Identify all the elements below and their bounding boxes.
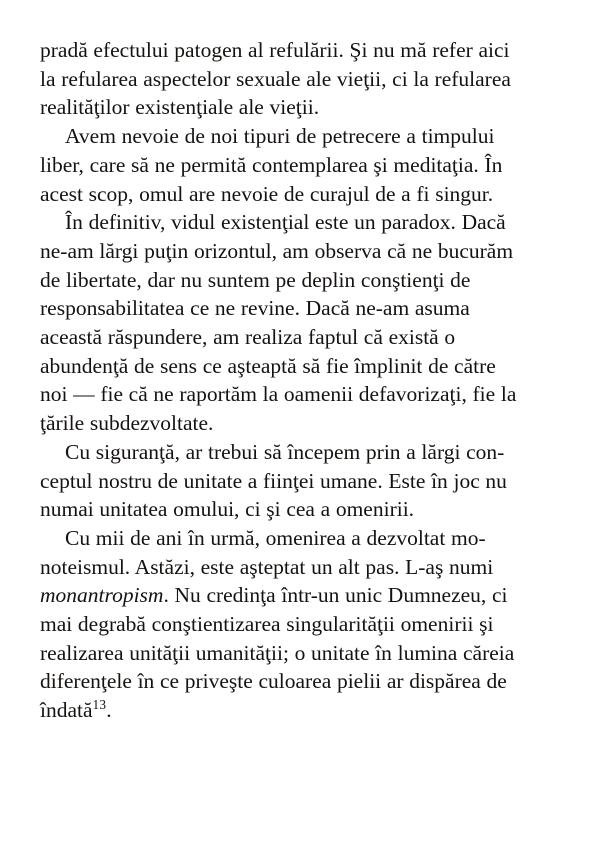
text-line: ne-am lărgi puţin orizontul, am observa că ne bucurăm — [40, 238, 514, 263]
text-line: În definitiv, vidul existenţial este un paradox. Dacă — [65, 210, 506, 235]
text-line: pradă efectului patogen al refulării. Şi nu mă refer aici — [40, 38, 510, 62]
text-line: ceptul nostru de unitate a fiinţei umane. Este în joc nu — [40, 468, 507, 493]
text-line: acest scop, omul are nevoie de curajul de a fi singur. — [40, 181, 494, 206]
text-line: Avem nevoie de noi tipuri de petrecere a timpului — [65, 124, 495, 149]
text-line: de libertate, dar nu suntem pe deplin conştienţi de — [40, 267, 471, 292]
text-line: noteismul. Astăzi, este aşteptat un alt pas. L-aş numi — [40, 554, 494, 579]
sentence-period: . — [106, 698, 112, 723]
italic-term: monantropism — [40, 583, 164, 608]
paragraph-human-unity — [40, 438, 562, 524]
text-line: Cu mii de ani în urmă, omenirea a dezvoltat mo- — [65, 525, 486, 550]
paragraph-continuation — [40, 36, 562, 122]
text-line-footnote — [40, 696, 562, 725]
paragraph-leisure-time — [40, 122, 562, 208]
text-line: numai unitatea omului, ci şi cea a omenirii. — [40, 497, 415, 522]
text-line: noi — fie că ne raportăm la oamenii defavorizaţi, fie la — [40, 382, 517, 407]
text-line-italic-term — [40, 581, 562, 610]
paragraph-existential-void — [40, 208, 562, 438]
paragraph-monanthropism — [40, 524, 562, 725]
text-line: mai degrabă conştientizarea singularităţii omenirii şi — [40, 612, 494, 637]
text-line: realizarea unităţii umanităţii; o unitate în lumina căreia — [40, 640, 515, 665]
text-line: ţările subdezvoltate. — [40, 411, 214, 436]
text-line-remainder: . Nu credinţa într-un unic Dumnezeu, ci — [163, 583, 508, 608]
text-line: Cu siguranţă, ar trebui să începem prin a lărgi con- — [65, 439, 505, 464]
text-line: abundenţă de sens ce aşteaptă să fie împlinit de către — [40, 353, 496, 378]
text-line: responsabilitatea ce ne revine. Dacă ne-am asuma — [40, 296, 470, 321]
text-line-word: îndată — [40, 698, 93, 723]
text-line: liber, care să ne permită contemplarea şi meditaţia. În — [40, 152, 503, 177]
text-line: realităţilor existenţiale ale vieţii. — [40, 95, 320, 120]
footnote-marker[interactable]: 13 — [92, 697, 107, 713]
text-line: diferenţele în ce priveşte culoarea pielii ar dispărea de — [40, 669, 507, 694]
text-line: această răspundere, am realiza faptul că există o — [40, 325, 456, 350]
text-line: la refularea aspectelor sexuale ale vieţii, ci la refularea — [40, 66, 511, 91]
body-text — [40, 36, 562, 725]
